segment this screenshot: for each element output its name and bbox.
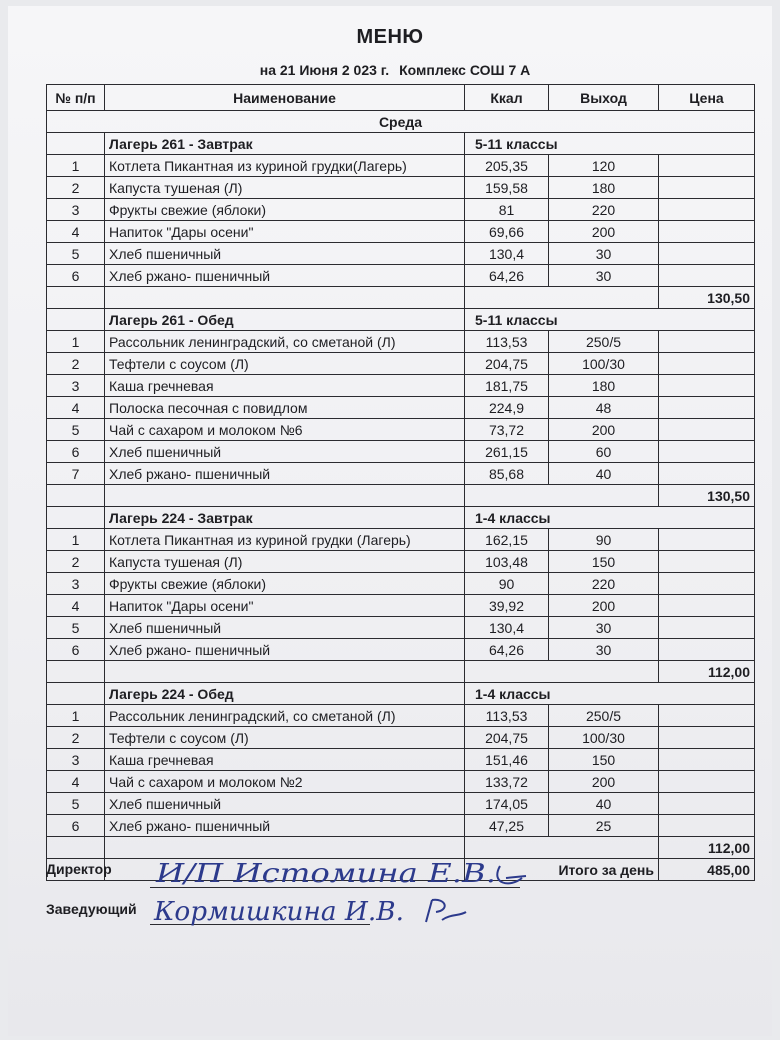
table-row	[47, 199, 755, 221]
item-price	[659, 177, 755, 199]
item-output: 100/30	[549, 353, 659, 375]
manager-signature	[150, 886, 480, 930]
item-price	[659, 353, 755, 375]
item-name: Хлеб пшеничный	[105, 617, 465, 639]
item-name: Фрукты свежие (яблоки)	[105, 573, 465, 595]
item-name: Капуста тушеная (Л)	[105, 177, 465, 199]
item-kcal: 162,15	[465, 529, 549, 551]
section-grade: 1-4 классы	[465, 507, 755, 529]
table-row	[47, 815, 755, 837]
item-kcal: 159,58	[465, 177, 549, 199]
item-name: Хлеб пшеничный	[105, 793, 465, 815]
item-output: 120	[549, 155, 659, 177]
item-price	[659, 199, 755, 221]
item-number: 3	[47, 573, 105, 595]
item-name: Хлеб пшеничный	[105, 441, 465, 463]
item-price	[659, 595, 755, 617]
item-number: 7	[47, 463, 105, 485]
item-kcal: 64,26	[465, 265, 549, 287]
section-header-row	[47, 683, 755, 705]
item-price	[659, 331, 755, 353]
item-price	[659, 441, 755, 463]
section-header-row	[47, 309, 755, 331]
item-kcal: 113,53	[465, 331, 549, 353]
item-name: Котлета Пикантная из куриной грудки (Лагерь)	[105, 529, 465, 551]
item-name: Напиток "Дары осени"	[105, 221, 465, 243]
item-name: Каша гречневая	[105, 375, 465, 397]
item-output: 200	[549, 221, 659, 243]
section-total: 112,00	[659, 661, 755, 683]
item-number: 1	[47, 705, 105, 727]
item-name: Рассольник ленинградский, со сметаной (Л)	[105, 331, 465, 353]
item-number: 5	[47, 243, 105, 265]
table-row	[47, 177, 755, 199]
item-number: 4	[47, 595, 105, 617]
table-row	[47, 705, 755, 727]
table-header-row	[47, 85, 755, 111]
total-empty-cell	[105, 287, 465, 309]
item-kcal: 85,68	[465, 463, 549, 485]
table-row	[47, 617, 755, 639]
item-name: Напиток "Дары осени"	[105, 595, 465, 617]
section-header-num-cell	[47, 133, 105, 155]
col-header-output: Выход	[549, 85, 659, 111]
section-total: 130,50	[659, 287, 755, 309]
item-name: Хлеб пшеничный	[105, 243, 465, 265]
item-name: Тефтели с соусом (Л)	[105, 727, 465, 749]
item-kcal: 64,26	[465, 639, 549, 661]
table-row	[47, 639, 755, 661]
item-number: 6	[47, 441, 105, 463]
section-header-row	[47, 507, 755, 529]
item-name: Тефтели с соусом (Л)	[105, 353, 465, 375]
item-number: 2	[47, 353, 105, 375]
item-kcal: 103,48	[465, 551, 549, 573]
total-empty-cell	[465, 485, 659, 507]
item-price	[659, 243, 755, 265]
section-title: Лагерь 224 - Обед	[105, 683, 465, 705]
item-price	[659, 375, 755, 397]
item-kcal: 205,35	[465, 155, 549, 177]
item-kcal: 224,9	[465, 397, 549, 419]
item-kcal: 204,75	[465, 727, 549, 749]
complex-name: Комплекс СОШ 7 А	[399, 62, 531, 78]
item-kcal: 130,4	[465, 617, 549, 639]
table-row	[47, 463, 755, 485]
item-price	[659, 815, 755, 837]
item-kcal: 69,66	[465, 221, 549, 243]
item-name: Хлеб ржано- пшеничный	[105, 463, 465, 485]
table-row	[47, 529, 755, 551]
item-number: 4	[47, 221, 105, 243]
item-output: 200	[549, 595, 659, 617]
table-row	[47, 221, 755, 243]
item-name: Полоска песочная с повидлом	[105, 397, 465, 419]
menu-body	[47, 111, 755, 881]
item-price	[659, 793, 755, 815]
item-number: 2	[47, 551, 105, 573]
item-number: 5	[47, 793, 105, 815]
item-output: 40	[549, 793, 659, 815]
item-number: 2	[47, 727, 105, 749]
section-header-row	[47, 133, 755, 155]
item-number: 6	[47, 815, 105, 837]
table-row	[47, 551, 755, 573]
table-row	[47, 265, 755, 287]
table-row	[47, 573, 755, 595]
item-price	[659, 573, 755, 595]
item-output: 60	[549, 441, 659, 463]
total-empty-cell	[105, 485, 465, 507]
item-output: 250/5	[549, 705, 659, 727]
section-total: 130,50	[659, 485, 755, 507]
section-title: Лагерь 261 - Завтрак	[105, 133, 465, 155]
total-empty-cell	[465, 661, 659, 683]
item-output: 90	[549, 529, 659, 551]
item-kcal: 174,05	[465, 793, 549, 815]
item-number: 4	[47, 771, 105, 793]
item-output: 30	[549, 265, 659, 287]
item-number: 3	[47, 749, 105, 771]
item-price	[659, 639, 755, 661]
item-price	[659, 221, 755, 243]
table-row	[47, 243, 755, 265]
total-empty-cell	[47, 661, 105, 683]
day-name: Среда	[47, 111, 755, 133]
item-name: Капуста тушеная (Л)	[105, 551, 465, 573]
table-row	[47, 353, 755, 375]
item-output: 220	[549, 199, 659, 221]
table-row	[47, 375, 755, 397]
table-row	[47, 727, 755, 749]
item-kcal: 90	[465, 573, 549, 595]
director-label: Директор	[46, 861, 112, 877]
item-kcal: 81	[465, 199, 549, 221]
item-price	[659, 419, 755, 441]
item-output: 180	[549, 177, 659, 199]
menu-date: на 21 Июня 2 023 г.	[259, 62, 390, 78]
section-header-num-cell	[47, 683, 105, 705]
menu-table	[46, 84, 755, 881]
item-number: 4	[47, 397, 105, 419]
item-number: 2	[47, 177, 105, 199]
table-row	[47, 441, 755, 463]
item-price	[659, 463, 755, 485]
item-price	[659, 727, 755, 749]
director-signature-text: И/П Истомина Е.В.	[154, 859, 496, 889]
item-output: 30	[549, 617, 659, 639]
section-total-row	[47, 661, 755, 683]
section-grade: 5-11 классы	[465, 133, 755, 155]
table-row	[47, 397, 755, 419]
section-title: Лагерь 261 - Обед	[105, 309, 465, 331]
section-title: Лагерь 224 - Завтрак	[105, 507, 465, 529]
item-price	[659, 749, 755, 771]
page-subtitle	[0, 62, 780, 78]
item-name: Чай с сахаром и молоком №2	[105, 771, 465, 793]
item-number: 1	[47, 155, 105, 177]
director-signature-flourish	[497, 866, 526, 883]
item-name: Хлеб ржано- пшеничный	[105, 265, 465, 287]
item-price	[659, 705, 755, 727]
item-kcal: 204,75	[465, 353, 549, 375]
col-header-num: № п/п	[47, 85, 105, 111]
item-price	[659, 397, 755, 419]
table-row	[47, 793, 755, 815]
item-name: Чай с сахаром и молоком №6	[105, 419, 465, 441]
item-output: 200	[549, 771, 659, 793]
day-total-label: Итого за день	[465, 859, 659, 881]
item-output: 180	[549, 375, 659, 397]
day-row	[47, 111, 755, 133]
total-empty-cell	[105, 661, 465, 683]
item-kcal: 113,53	[465, 705, 549, 727]
section-grade: 1-4 классы	[465, 683, 755, 705]
section-grade: 5-11 классы	[465, 309, 755, 331]
item-kcal: 133,72	[465, 771, 549, 793]
item-output: 250/5	[549, 331, 659, 353]
manager-label: Заведующий	[46, 901, 137, 917]
item-number: 1	[47, 331, 105, 353]
section-total: 112,00	[659, 837, 755, 859]
manager-signature-flourish	[426, 900, 466, 922]
item-output: 200	[549, 419, 659, 441]
table-row	[47, 749, 755, 771]
item-output: 150	[549, 749, 659, 771]
item-number: 5	[47, 419, 105, 441]
item-kcal: 181,75	[465, 375, 549, 397]
item-kcal: 39,92	[465, 595, 549, 617]
total-empty-cell	[465, 287, 659, 309]
item-name: Каша гречневая	[105, 749, 465, 771]
section-header-num-cell	[47, 507, 105, 529]
section-total-row	[47, 287, 755, 309]
item-price	[659, 617, 755, 639]
item-output: 30	[549, 639, 659, 661]
section-header-num-cell	[47, 309, 105, 331]
total-empty-cell	[47, 287, 105, 309]
item-output: 30	[549, 243, 659, 265]
item-number: 1	[47, 529, 105, 551]
item-price	[659, 529, 755, 551]
item-kcal: 261,15	[465, 441, 549, 463]
item-number: 3	[47, 375, 105, 397]
item-kcal: 47,25	[465, 815, 549, 837]
total-empty-cell	[47, 837, 105, 859]
table-row	[47, 331, 755, 353]
col-header-kcal: Ккал	[465, 85, 549, 111]
manager-signature-text: Кормишкина И.В.	[152, 897, 404, 927]
item-output: 25	[549, 815, 659, 837]
col-header-price: Цена	[659, 85, 755, 111]
item-name: Фрукты свежие (яблоки)	[105, 199, 465, 221]
item-name: Котлета Пикантная из куриной грудки(Лагерь)	[105, 155, 465, 177]
table-row	[47, 771, 755, 793]
col-header-name: Наименование	[105, 85, 465, 111]
item-price	[659, 265, 755, 287]
table-row	[47, 155, 755, 177]
item-number: 6	[47, 265, 105, 287]
item-kcal: 151,46	[465, 749, 549, 771]
day-total: 485,00	[659, 859, 755, 881]
table-row	[47, 595, 755, 617]
item-name: Хлеб ржано- пшеничный	[105, 815, 465, 837]
item-price	[659, 771, 755, 793]
item-number: 6	[47, 639, 105, 661]
item-output: 40	[549, 463, 659, 485]
table-row	[47, 419, 755, 441]
item-output: 48	[549, 397, 659, 419]
section-total-row	[47, 485, 755, 507]
item-number: 5	[47, 617, 105, 639]
item-output: 100/30	[549, 727, 659, 749]
item-kcal: 73,72	[465, 419, 549, 441]
page-title: МЕНЮ	[356, 26, 424, 48]
item-name: Рассольник ленинградский, со сметаной (Л)	[105, 705, 465, 727]
item-price	[659, 155, 755, 177]
item-name: Хлеб ржано- пшеничный	[105, 639, 465, 661]
item-kcal: 130,4	[465, 243, 549, 265]
item-output: 150	[549, 551, 659, 573]
item-price	[659, 551, 755, 573]
total-empty-cell	[47, 485, 105, 507]
item-number: 3	[47, 199, 105, 221]
item-output: 220	[549, 573, 659, 595]
